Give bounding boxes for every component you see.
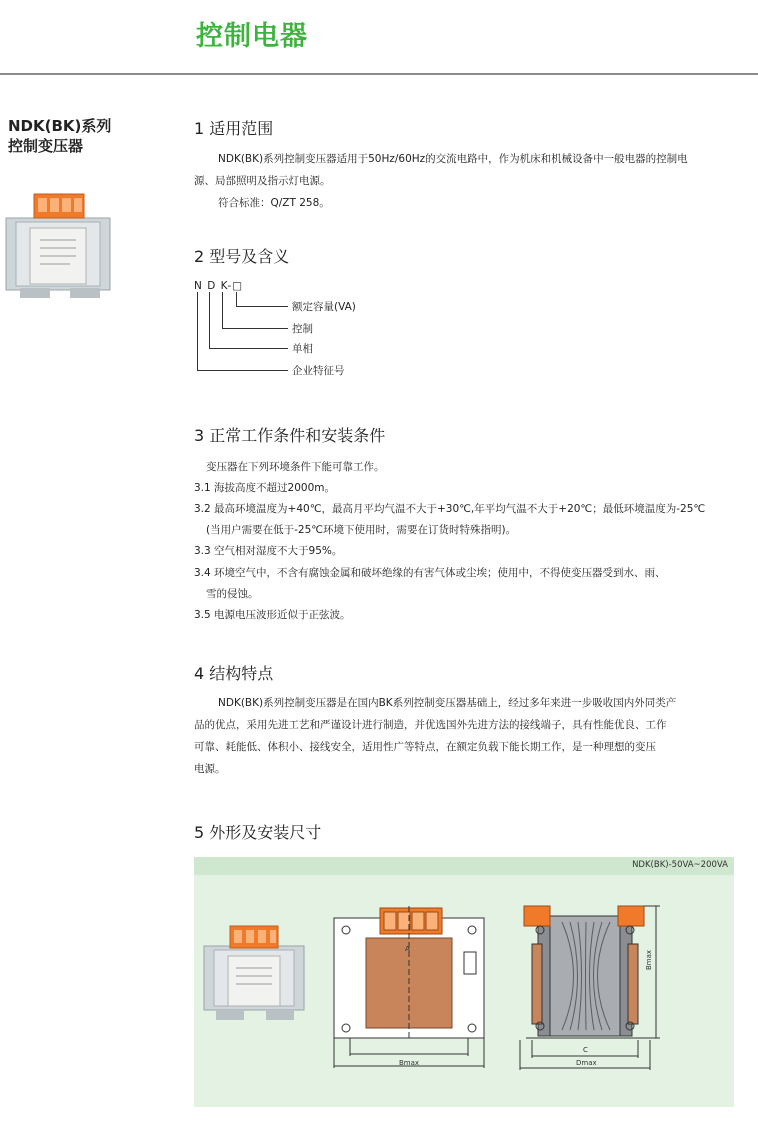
- section-3-heading: 3 正常工作条件和安装条件: [194, 426, 386, 445]
- page-title: 控制电器: [196, 21, 308, 52]
- product-series: NDK(BK)系列: [8, 117, 112, 135]
- connector-company-h: [197, 370, 288, 371]
- model-range-label: NDK(BK)-50VA~200VA: [632, 860, 728, 870]
- section-1-heading: 1 适用范围: [194, 119, 274, 138]
- section-4-line-1: NDK(BK)系列控制变压器是在国内BK系列控制变压器基础上，经过多年来进一步吸收国内外同类产: [218, 697, 677, 709]
- product-name: 控制变压器: [8, 137, 84, 155]
- connector-single-h: [209, 348, 288, 349]
- section-3-intro: 变压器在下列环境条件下能可靠工作。: [206, 461, 385, 473]
- condition-3-2: 3.2 最高环境温度为+40℃，最高月平均气温不大于+30℃,年平均气温不大于+20℃；最低环境温度为-25℃: [194, 503, 706, 515]
- condition-3-4: 3.4 环境空气中，不含有腐蚀金属和破坏绝缘的有害气体或尘埃；使用中，不得使变压器受到水、雨、: [194, 567, 666, 579]
- connector-capacity-v: [236, 292, 237, 306]
- dim-dmax: Dmax: [576, 1059, 597, 1067]
- dim-c: C: [583, 1046, 588, 1054]
- label-single-phase: 单相: [292, 343, 313, 355]
- condition-3-1: 3.1 海拔高度不超过2000m。: [194, 482, 335, 494]
- condition-3-5: 3.5 电源电压波形近似于正弦波。: [194, 609, 351, 621]
- condition-3-3: 3.3 空气相对湿度不大于95%。: [194, 545, 343, 557]
- product-title: [8, 116, 111, 156]
- transformer-photo-small: [200, 916, 312, 1036]
- side-view-drawing: [510, 900, 670, 1075]
- transformer-photo: [0, 180, 120, 325]
- section-2-heading: 2 型号及含义: [194, 247, 290, 266]
- connector-single-v: [209, 292, 210, 348]
- label-rated-capacity: 额定容量(VA): [292, 301, 356, 313]
- section-4-heading: 4 结构特点: [194, 664, 274, 683]
- dim-bmax: Bmax: [399, 1059, 420, 1067]
- dim-height-bmax: Bmax: [645, 949, 653, 970]
- connector-company-v: [197, 292, 198, 370]
- section-4-line-2: 品的优点，采用先进工艺和严谨设计进行制造，并优选国外先进方法的接线端子，具有性能优良、工作: [194, 719, 667, 731]
- section-1-standard: 符合标准：Q/ZT 258。: [218, 197, 330, 209]
- connector-capacity-h: [236, 306, 288, 307]
- section-4-line-3: 可靠、耗能低、体积小、接线安全，适用性广等特点，在额定负载下能长期工作，是一种理想的变压: [194, 741, 656, 753]
- condition-3-4-cont: 雪的侵蚀。: [206, 588, 259, 600]
- connector-control-h: [222, 328, 288, 329]
- section-1-line-2: 源、局部照明及指示灯电源。: [194, 175, 331, 187]
- section-1-line-1: NDK(BK)系列控制变压器适用于50Hz/60Hz的交流电路中，作为机床和机械设备中一般电器的控制电: [218, 153, 688, 165]
- section-4-line-4: 电源。: [194, 763, 226, 775]
- header-divider: [0, 73, 758, 75]
- dim-a: A: [405, 945, 410, 953]
- connector-control-v: [222, 292, 223, 328]
- section-5-heading: 5 外形及安装尺寸: [194, 823, 322, 842]
- label-control: 控制: [292, 323, 313, 335]
- label-company-code: 企业特征号: [292, 365, 345, 377]
- model-code: N D K-□: [194, 280, 244, 292]
- front-view-drawing: [326, 900, 496, 1075]
- condition-3-2-note: (当用户需要在低于-25℃环境下使用时，需要在订货时特殊指明)。: [206, 524, 517, 536]
